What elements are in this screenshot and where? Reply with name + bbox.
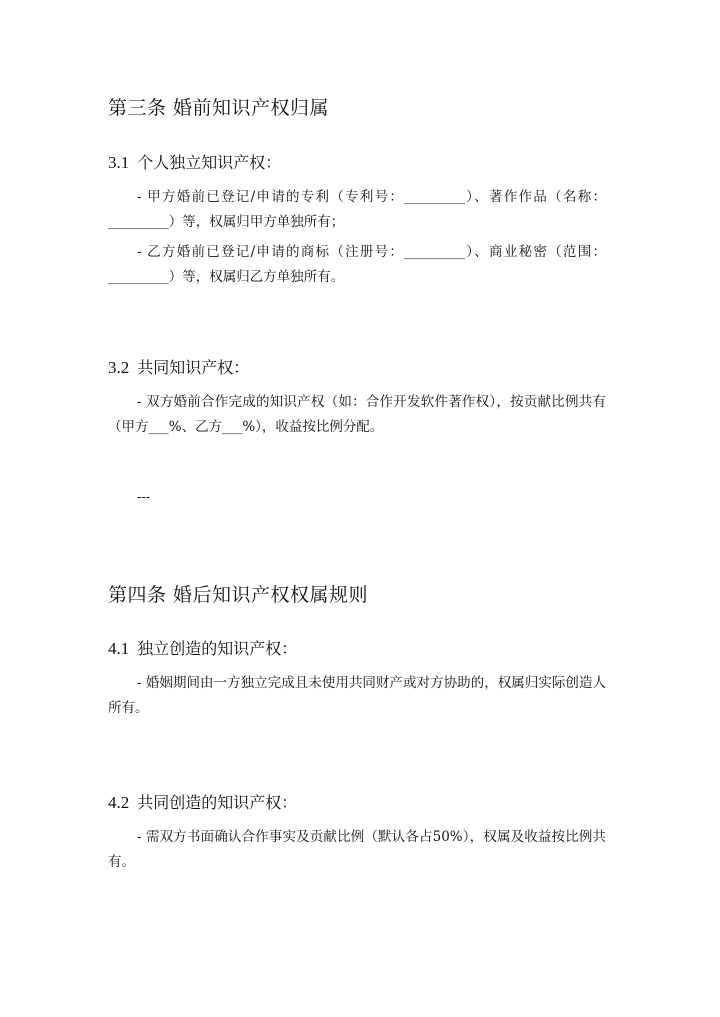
article-4-heading: 第四条 婚后知识产权权属规则: [108, 584, 369, 606]
paragraph-3-1-party-a: - 甲方婚前已登记/申请的专利（专利号：_________）、著作作品（名称：_________）等，权属归甲方单独所有；: [108, 189, 606, 230]
section-3-1-heading: [108, 150, 281, 173]
section-title: 独立创造的知识产权：: [137, 639, 298, 658]
section-number: 4.1: [108, 639, 130, 658]
section-title: 共同知识产权：: [137, 358, 250, 377]
paragraph-3-2-joint: - 双方婚前合作完成的知识产权（如：合作开发软件著作权），按贡献比例共有（甲方___%、乙方___%），收益按比例分配。: [108, 394, 606, 435]
section-number: 3.1: [108, 153, 130, 172]
section-separator: ---: [137, 490, 151, 505]
section-title: 个人独立知识产权：: [137, 153, 282, 172]
article-3-heading: 第三条 婚前知识产权归属: [108, 97, 330, 119]
section-4-2-heading: [108, 790, 297, 813]
section-number: 3.2: [108, 358, 130, 377]
paragraph-4-1-independent: - 婚姻期间由一方独立完成且未使用共同财产或对方协助的，权属归实际创造人所有。: [108, 675, 606, 716]
paragraph-3-1-party-b: - 乙方婚前已登记/申请的商标（注册号：_________）、商业秘密（范围：_________）等，权属归乙方单独所有。: [108, 244, 606, 285]
section-3-2-heading: [108, 355, 249, 378]
section-title: 共同创造的知识产权：: [137, 793, 298, 812]
section-4-1-heading: [108, 636, 297, 659]
section-number: 4.2: [108, 793, 130, 812]
paragraph-4-2-joint: - 需双方书面确认合作事实及贡献比例（默认各占50%），权属及收益按比例共有。: [108, 829, 606, 870]
